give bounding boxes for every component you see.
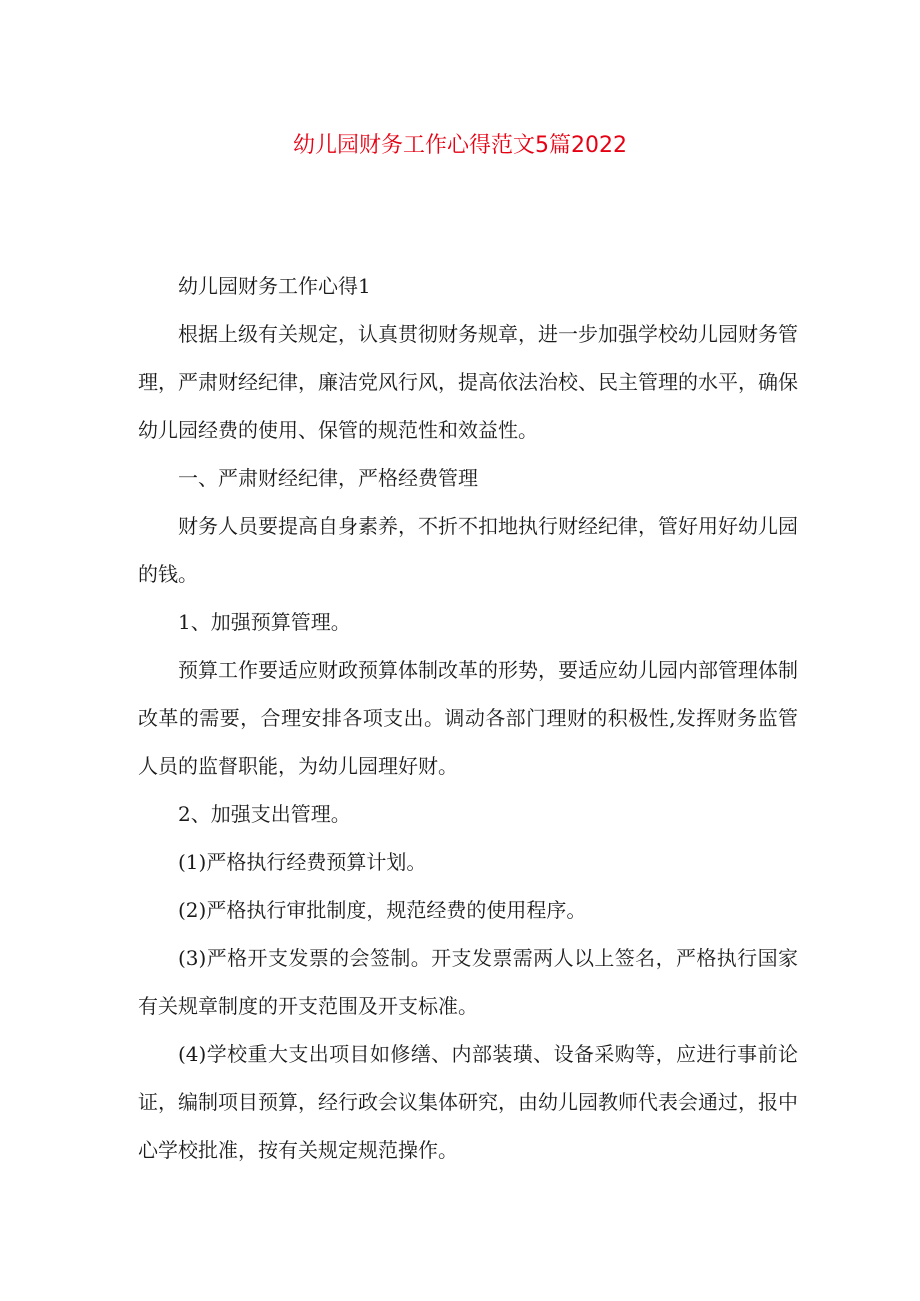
document-body [138, 262, 798, 1174]
section-heading: 幼儿园财务工作心得1 [178, 274, 371, 298]
list-item: (1)严格执行经费预算计划。 [178, 850, 427, 874]
list-item: (2)严格执行审批制度，规范经费的使用程序。 [178, 898, 587, 922]
subsection-heading: 一、严肃财经纪律，严格经费管理 [178, 466, 478, 490]
document-title: 幼儿园财务工作心得范文5篇2022 [293, 133, 627, 158]
list-item: (3)严格开支发票的会签制。开支发票需两人以上签名，严格执行国家有关规章制度的开支范围及开支标准。 [138, 946, 798, 1018]
paragraph: 根据上级有关规定，认真贯彻财务规章，进一步加强学校幼儿园财务管理，严肃财经纪律，廉洁党风行风，提高依法治校、民主管理的水平，确保幼儿园经费的使用、保管的规范性和效益性。 [138, 322, 798, 442]
list-heading: 2、加强支出管理。 [178, 802, 351, 826]
paragraph: 预算工作要适应财政预算体制改革的形势，要适应幼儿园内部管理体制改革的需要，合理安排各项支出。调动各部门理财的积极性,发挥财务监管人员的监督职能，为幼儿园理好财。 [138, 658, 798, 778]
paragraph: 财务人员要提高自身素养，不折不扣地执行财经纪律，管好用好幼儿园的钱。 [138, 514, 798, 586]
list-item: (4)学校重大支出项目如修缮、内部装璜、设备采购等，应进行事前论证，编制项目预算，经行政会议集体研究，由幼儿园教师代表会通过，报中心学校批准，按有关规定规范操作。 [138, 1042, 798, 1162]
list-heading: 1、加强预算管理。 [178, 610, 351, 634]
